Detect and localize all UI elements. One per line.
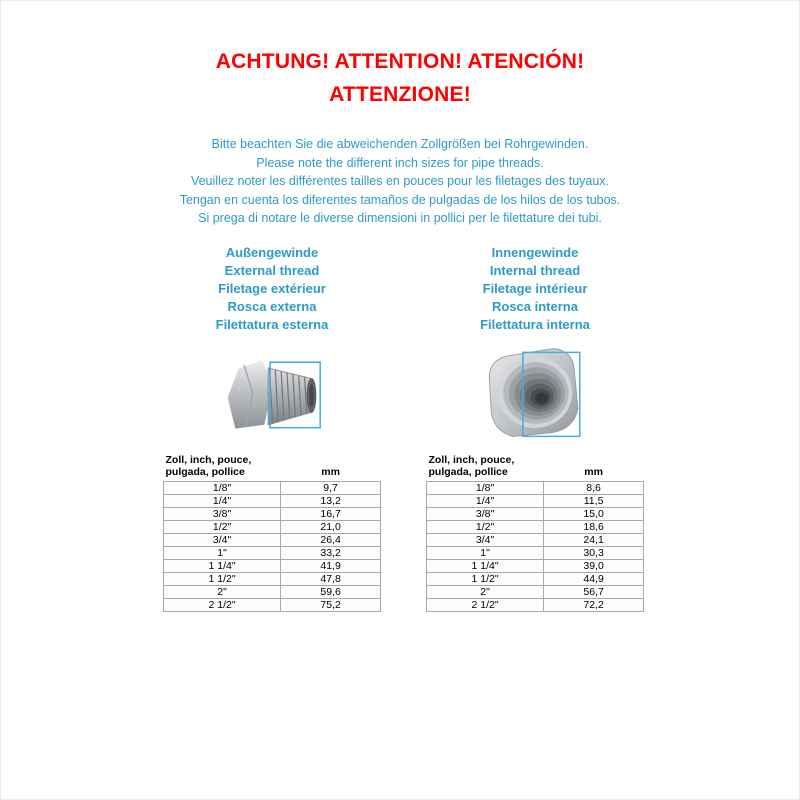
note-de: Bitte beachten Sie die abweichenden Zollgrößen bei Rohrgewinden. xyxy=(211,137,589,151)
table-row xyxy=(427,533,644,546)
table-row xyxy=(164,572,381,585)
note-en: Please note the different inch sizes for pipe threads. xyxy=(256,155,544,170)
table-cell: 41,9 xyxy=(281,559,381,572)
table-cell: 30,3 xyxy=(544,546,644,559)
internal-thread-table xyxy=(426,454,644,612)
table-cell: 56,7 xyxy=(544,585,644,598)
warning-title xyxy=(1,45,799,111)
table-row xyxy=(164,507,381,520)
external-thread-headings xyxy=(163,244,381,334)
heading-line: Filettatura interna xyxy=(480,316,590,332)
inch-column-header: Zoll, inch, pouce, pulgada, pollice xyxy=(428,453,515,478)
thread-columns xyxy=(163,244,799,612)
table-cell: 39,0 xyxy=(544,559,644,572)
table-cell: 72,2 xyxy=(544,598,644,611)
table-cell: 1" xyxy=(164,546,281,559)
table-cell: 1 1/2" xyxy=(164,572,281,585)
heading-line: Filetage extérieur xyxy=(218,280,326,296)
table-row xyxy=(164,520,381,533)
table-row xyxy=(164,533,381,546)
table-row xyxy=(427,507,644,520)
internal-thread-column xyxy=(426,244,644,612)
table-cell: 1/4" xyxy=(164,494,281,507)
table-row xyxy=(427,559,644,572)
table-row xyxy=(164,494,381,507)
table-cell: 33,2 xyxy=(281,546,381,559)
notes-block xyxy=(1,135,799,228)
table-cell: 1/4" xyxy=(427,494,544,507)
internal-thread-image xyxy=(426,340,644,446)
table-cell: 44,9 xyxy=(544,572,644,585)
table-cell: 59,6 xyxy=(281,585,381,598)
table-cell: 11,5 xyxy=(544,494,644,507)
mm-column-header: mm xyxy=(584,466,603,478)
heading-line: Außengewinde xyxy=(225,244,319,260)
heading-line: Innengewinde xyxy=(491,244,579,260)
table-cell: 13,2 xyxy=(281,494,381,507)
table-row xyxy=(427,494,644,507)
heading-line: Filettatura esterna xyxy=(215,316,329,332)
table-cell: 1 1/2" xyxy=(427,572,544,585)
table-cell: 21,0 xyxy=(281,520,381,533)
note-fr: Veuillez noter les différentes tailles en pouces pour les filetages des tuyaux. xyxy=(190,174,610,188)
external-thread-image xyxy=(163,340,381,446)
table-cell: 1 1/4" xyxy=(427,559,544,572)
table-cell: 47,8 xyxy=(281,572,381,585)
internal-thread-headings xyxy=(426,244,644,334)
table-cell: 1/8" xyxy=(427,481,544,494)
table-cell: 8,6 xyxy=(544,481,644,494)
table-cell: 3/8" xyxy=(427,507,544,520)
table-cell: 3/4" xyxy=(427,533,544,546)
table-cell: 2" xyxy=(164,585,281,598)
table-cell: 2" xyxy=(427,585,544,598)
external-thread-fitting-icon xyxy=(214,340,330,446)
table-cell: 1/2" xyxy=(164,520,281,533)
table-cell: 26,4 xyxy=(281,533,381,546)
heading-line: Internal thread xyxy=(489,262,581,278)
heading-line: External thread xyxy=(224,262,320,278)
heading-line: Rosca externa xyxy=(227,298,317,314)
table-row xyxy=(164,559,381,572)
table-cell: 9,7 xyxy=(281,481,381,494)
table-cell: 3/4" xyxy=(164,533,281,546)
table-cell: 1" xyxy=(427,546,544,559)
heading-line: Filetage intérieur xyxy=(482,280,588,296)
table-row xyxy=(427,546,644,559)
inch-column-header: Zoll, inch, pouce, pulgada, pollice xyxy=(165,453,252,478)
heading-line: Rosca interna xyxy=(492,298,578,314)
table-row xyxy=(164,598,381,611)
table-cell: 2 1/2" xyxy=(164,598,281,611)
table-row xyxy=(164,481,381,494)
table-row xyxy=(427,598,644,611)
table-cell: 2 1/2" xyxy=(427,598,544,611)
table-cell: 1 1/4" xyxy=(164,559,281,572)
table-header-row xyxy=(427,454,644,482)
mm-column-header: mm xyxy=(321,466,340,478)
table-header-row xyxy=(164,454,381,482)
table-row xyxy=(427,572,644,585)
table-cell: 1/2" xyxy=(427,520,544,533)
warning-title-line1: ACHTUNG! ATTENTION! ATENCIÓN! xyxy=(215,50,585,73)
table-cell: 15,0 xyxy=(544,507,644,520)
internal-thread-fitting-icon xyxy=(479,341,591,444)
table-cell: 24,1 xyxy=(544,533,644,546)
table-cell: 18,6 xyxy=(544,520,644,533)
warning-title-line2: ATTENZIONE! xyxy=(329,83,471,106)
external-thread-table xyxy=(163,454,381,612)
note-es: Tengan en cuenta los diferentes tamaños de pulgadas de los hilos de los tubos. xyxy=(179,192,621,207)
table-cell: 1/8" xyxy=(164,481,281,494)
external-thread-column xyxy=(163,244,381,612)
table-cell: 16,7 xyxy=(281,507,381,520)
table-row xyxy=(427,481,644,494)
table-row xyxy=(164,585,381,598)
table-row xyxy=(427,520,644,533)
table-row xyxy=(427,585,644,598)
note-it: Si prega di notare le diverse dimensioni in pollici per le filettature dei tubi. xyxy=(198,211,602,225)
table-cell: 3/8" xyxy=(164,507,281,520)
table-row xyxy=(164,546,381,559)
table-cell: 75,2 xyxy=(281,598,381,611)
